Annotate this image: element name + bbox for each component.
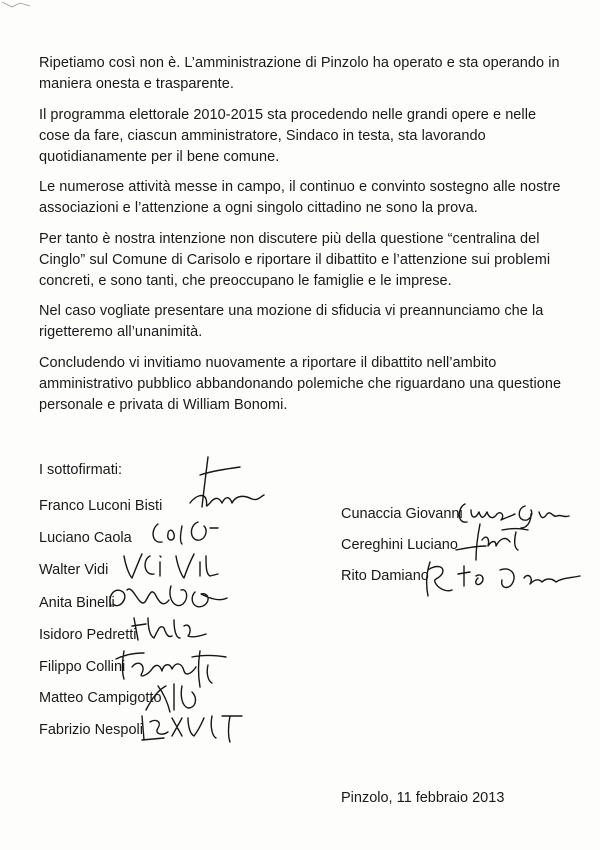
place-and-date: Pinzolo, 11 febbraio 2013 [341,790,505,806]
signer-name-caola: Luciano Caola [39,530,132,546]
paragraph-1: Ripetiamo così non è. L’amministrazione di Pinzolo ha operato e sta operando in maniera onesta e trasparente. [39,55,560,92]
signer-name-damiano: Rito Damiano [341,568,429,584]
signer-name-binelli: Anita Binelli [39,595,115,611]
signature-vidi [120,548,220,582]
signature-nespoli [138,708,250,748]
signer-name-vidi: Walter Vidi [39,562,109,578]
signer-name-cunaccia: Cunaccia Giovanni [341,506,463,522]
signer-name-luconi-bisti: Franco Luconi Bisti [39,498,163,514]
signature-luconi-bisti [160,455,270,520]
signer-name-cereghini: Cereghini Luciano [341,537,458,553]
signature-caola [148,518,228,550]
paragraph-2: Il programma elettorale 2010-2015 sta procedendo nelle grandi opere e nelle cose da fare, ciascun amministratore, Sindaco in testa, sta lavorando quotidianamente per il bene comune. [39,106,537,165]
signer-name-pedretti: Isidoro Pedretti [39,627,137,643]
paragraph-4: Per tanto è nostra intenzione non discutere più della questione “centralina del Cinglo” sul Comune di Carisolo e riportare il dibattito e l’attenzione sui problemi concreti, e sono tanti, che preoccupano le famiglie e le imprese. [39,230,551,289]
signers-heading: I sottofirmati: [39,462,122,478]
paragraph-3: Le numerose attività messe in campo, il continuo e convinto sostegno alle nostre associazioni e l’attenzione a ogni singolo cittadino ne sono la prova. [39,179,561,216]
paragraph-6: Concludendo vi invitiamo nuovamente a riportare il dibattito nell’ambito amministrativo pubblico abbandonando polemiche che riguardano una questione personale e privata di William Bonomi. [39,354,562,413]
signature-binelli [105,580,230,614]
signer-name-campigotto: Matteo Campigotto [39,690,162,706]
signer-name-nespoli: Fabrizio Nespoli [39,722,143,738]
scan-corner-mark [0,0,40,12]
paragraph-5: Nel caso vogliate presentare una mozione di sfiducia vi preannunciamo che la rigetteremo all’unanimità. [39,303,544,340]
letter-body [39,53,569,425]
signer-name-collini: Filippo Collini [39,659,126,675]
signature-pedretti [130,612,212,646]
signature-damiano [418,556,586,602]
